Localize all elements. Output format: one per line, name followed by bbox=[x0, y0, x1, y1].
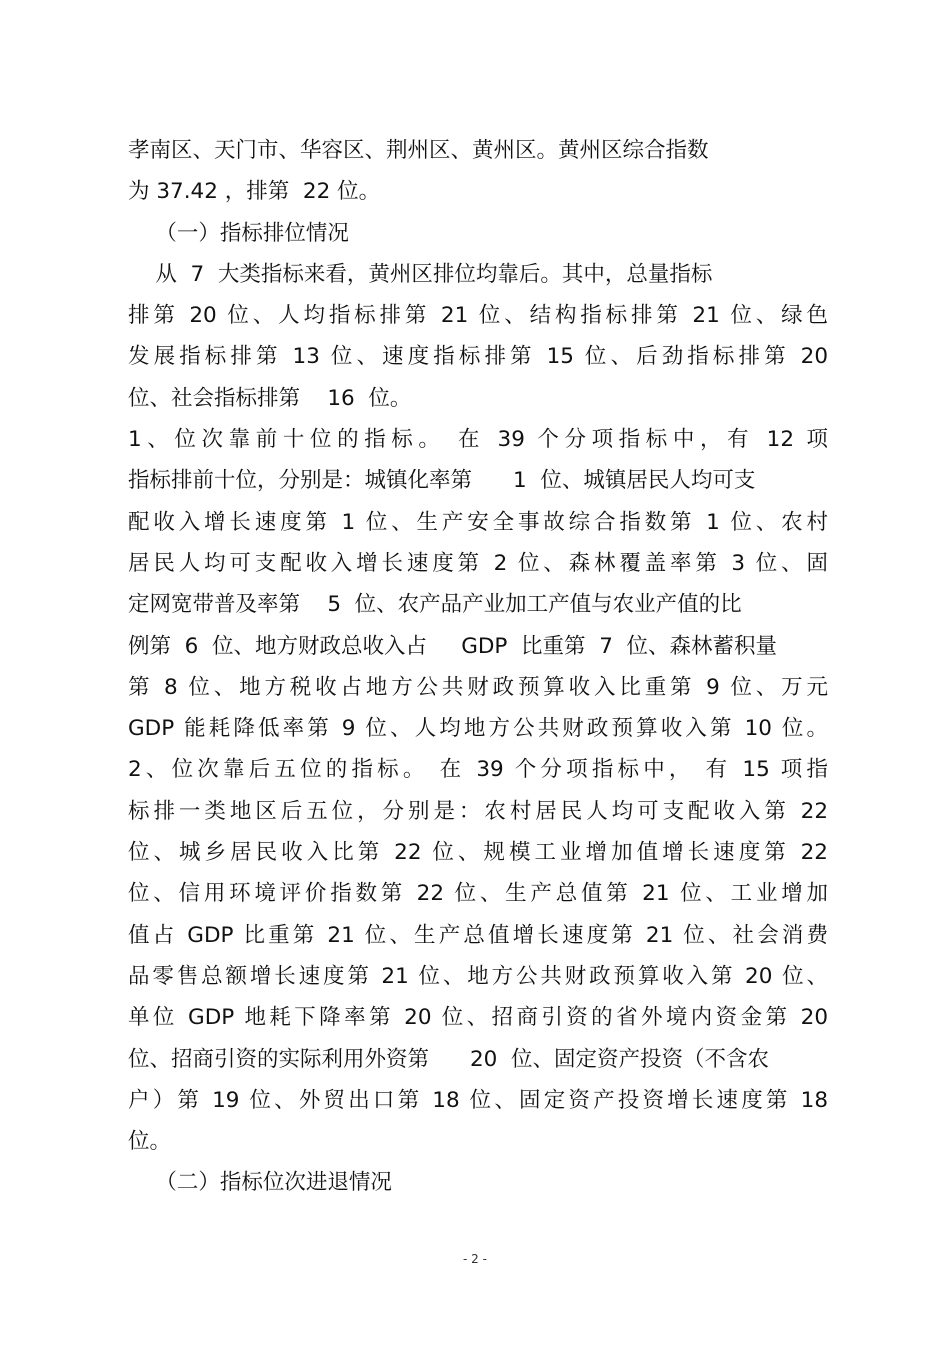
text-line: 排第 20 位、人均指标排第 21 位、结构指标排第 21 位、绿色 bbox=[128, 303, 828, 329]
text-line: 居民人均可支配收入增长速度第 2 位、森林覆盖率第 3 位、固 bbox=[128, 550, 828, 576]
text-line: 位、社会指标排第 16 位。 bbox=[128, 385, 412, 411]
text-line: 为 37.42 ，排第 22 位。 bbox=[128, 179, 381, 205]
text-line: 位、信用环境评价指数第 22 位、生产总值第 21 位、工业增加 bbox=[128, 881, 828, 907]
text-line: 位。 bbox=[128, 1129, 172, 1155]
text-line: （一）指标排位情况 bbox=[128, 220, 349, 246]
text-line: 2、位次靠后五位的指标。 在 39 个分项指标中， 有 15 项指 bbox=[128, 757, 828, 783]
text-line: 发展指标排第 13 位、速度指标排第 15 位、后劲指标排第 20 bbox=[128, 344, 828, 370]
text-line: 品零售总额增长速度第 21 位、地方公共财政预算收入第 20 位、 bbox=[128, 963, 828, 989]
text-line: 从 7 大类指标来看，黄州区排位均靠后。其中，总量指标 bbox=[128, 261, 713, 287]
text-line: 标排一类地区后五位，分别是：农村居民人均可支配收入第 22 bbox=[128, 798, 828, 824]
text-line: GDP 能耗降低率第 9 位、人均地方公共财政预算收入第 10 位。 bbox=[128, 716, 828, 742]
page-number: - 2 - bbox=[463, 1252, 487, 1266]
body-text bbox=[128, 130, 828, 1204]
text-line: 定网宽带普及率第 5 位、农产品产业加工产值与农业产值的比 bbox=[128, 592, 742, 618]
text-line: 值占 GDP 比重第 21 位、生产总值增长速度第 21 位、社会消费 bbox=[128, 922, 828, 948]
text-line: 位、招商引资的实际利用外资第 20 位、固定资产投资（不含农 bbox=[128, 1046, 770, 1072]
text-line: （二）指标位次进退情况 bbox=[128, 1170, 392, 1196]
text-line: 指标排前十位，分别是：城镇化率第 1 位、城镇居民人均可支 bbox=[128, 468, 756, 494]
text-line: 例第 6 位、地方财政总收入占 GDP 比重第 7 位、森林蓄积量 bbox=[128, 633, 778, 659]
text-line: 户）第 19 位、外贸出口第 18 位、固定资产投资增长速度第 18 bbox=[128, 1087, 828, 1113]
text-line: 第 8 位、地方税收占地方公共财政预算收入比重第 9 位、万元 bbox=[128, 674, 828, 700]
text-line: 位、城乡居民收入比第 22 位、规模工业增加值增长速度第 22 bbox=[128, 840, 828, 866]
text-line: 单位 GDP 地耗下降率第 20 位、招商引资的省外境内资金第 20 bbox=[128, 1005, 828, 1031]
text-line: 1、位次靠前十位的指标。 在 39 个分项指标中，有 12 项 bbox=[128, 427, 828, 453]
text-line: 配收入增长速度第 1 位、生产安全事故综合指数第 1 位、农村 bbox=[128, 509, 828, 535]
text-line: 孝南区、天门市、华容区、荆州区、黄州区。黄州区综合指数 bbox=[128, 138, 709, 163]
